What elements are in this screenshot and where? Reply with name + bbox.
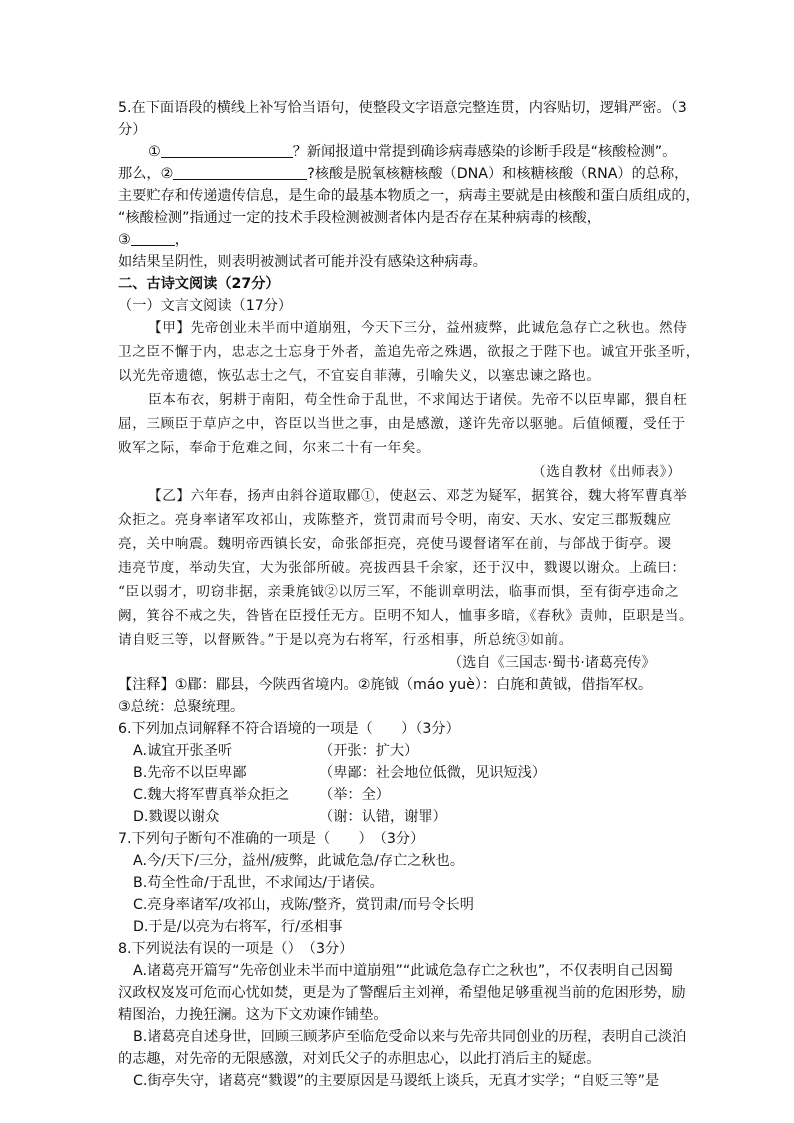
q5-line2-text: ?核酸是脱氧核糖核酸（DNA）和核糖核酸（RNA）的总称， [307,166,689,182]
answer-blank-2[interactable] [173,165,307,180]
passage-yi-line: 请自贬三等，以督厥咎。”于是以亮为右将军，行丞相事，所总统③如前。 [118,632,573,648]
q7-option-a[interactable]: A.今/天下/三分，益州/疲弊，此诚危急/存亡之秋也。 [133,853,465,869]
q5-stem-line2: 分） [118,122,147,138]
passage-yi-line: 阙，箕谷不戒之失，咎皆在臣授任无方。臣明不知人，恤事多暗，《春秋》责帅，臣职是当。 [118,608,694,624]
q5-line1 [148,141,676,163]
q5-line1-text: ？新闻报道中常提到确诊病毒感染的诊断手段是“核酸检测”。 [292,144,677,160]
q8-option-a-line: 精图治，力挽狂澜。这为下文劝谏作铺垫。 [118,1007,388,1023]
q5-line4: “核酸检测”指通过一定的技术手段检测被测者体内是否存在某种病毒的核酸， [118,210,601,226]
passage-yi-source: （选自《三国志·蜀书·诸葛亮传》 [448,655,656,671]
q8-option-b-line: 的志趣，对先帝的无限感激，对刘氏父子的赤胆忠心，以此打消后主的疑虑。 [118,1051,601,1067]
passage-yi-line: 【乙】六年春，扬声由斜谷道取郿①，使赵云、邓芝为疑军，据箕谷，魏大将军曹真举 [148,488,688,504]
q6-stem: 6.下列加点词解释不符合语境的一项是（ ）（3分） [118,721,460,737]
blank3-marker: ③ [118,232,131,248]
notes-line1: 【注释】①郿：郿县，今陕西省境内。②旄钺（máo yuè）：白旄和黄钺，借指军权。 [118,677,653,693]
q7-stem: 7.下列句子断句不准确的一项是（ ） （3分） [118,831,425,847]
passage-yi-line: 违亮节度，举动失宜，大为张郃所破。亮拔西县千余家，还于汉中，戮谡以谢众。上疏曰： [118,560,686,576]
q7-option-d[interactable]: D.于是/以亮为右将军，行/丞相事 [133,919,343,935]
q8-stem: 8.下列说法有误的一项是（） （3分） [118,941,354,957]
passage-yi-line: “臣以弱才，叨窃非据，亲秉旄钺②以厉三军，不能训章明法，临事而惧，至有街亭违命之 [118,584,680,600]
passage-jia-line: 屈，三顾臣于草庐之中，咨臣以当世之事，由是感激，遂许先帝以驱驰。后值倾覆，受任于 [118,416,686,432]
q5-line2 [118,163,688,185]
notes-line2: ③总统：总聚统理。 [118,699,245,715]
q7-option-c[interactable]: C.亮身率诸军/攻祁山，戎陈/整齐，赏罚肃/而号令长明 [133,897,474,913]
exam-page: 5.在下面语段的横线上补写恰当语句，使整段文字语意完整连贯，内容贴切，逻辑严密。（3 分） ① ？新闻报道中常提到确诊病毒感染的诊断手段是“核酸检测”。 那么，② ?核酸是脱氧核糖核酸（DNA）和核糖核酸（RNA）的总称， 主要贮存和传递遗传信息，是生命的最基本物质之一，病毒主要就是由核酸和蛋白质组成的， “核酸检测”指通过一定的技术手段检测被测者体内是否存在某种病毒的核酸， ③ ， 如结果呈阴性，则表明被测试者可能并没有感染这种病毒。 二、古诗文阅读（27分） （一）文言文阅读（17分） 【甲】先帝创业未半而中道崩殂，今天下三分，益州疲弊，此诚危急存亡之秋也。然侍 卫之臣不懈于内，忠志之士忘身于外者，盖追先帝之殊遇，欲报之于陛下也。诚宜开张圣听， 以光先帝遗德，恢弘志士之气，不宜妄自菲薄，引喻失义，以塞忠谏之路也。 臣本布衣，躬耕于南阳，苟全性命于乱世，不求闻达于诸侯。先帝不以臣卑鄙，猥自枉 屈，三顾臣于草庐之中，咨臣以当世之事，由是感激，遂许先帝以驱驰。后值倾覆，受任于 败军之际，奉命于危难之间，尔来二十有一年矣。 （选自教材《出师表》） 【乙】六年春，扬声由斜谷道取郿①，使赵云、邓芝为疑军，据箕谷，魏大将军曹真举 众拒之。亮身率诸军攻祁山，戎陈整齐，赏罚肃而号令明，南安、天水、安定三郡叛魏应 亮，关中响震。魏明帝西镇长安，命张郃拒亮，亮使马谡督诸军在前，与郃战于街亭。谡 违亮节度，举动失宜，大为张郃所破。亮拔西县千余家，还于汉中，戮谡以谢众。上疏曰： “臣以弱才，叨窃非据，亲秉旄钺②以厉三军，不能训章明法，临事而惧，至有街亭违命之 阙，箕谷不戒之失，咎皆在臣授任无方。臣明不知人，恤事多暗，《春秋》责帅，臣职是当。 请自贬三等，以督厥咎。”于是以亮为右将军，行丞相事，所总统③如前。 （选自《三国志·蜀书·诸葛亮传》 【注释】①郿：郿县，今陕西省境内。②旄钺（máo yuè）：白旄和黄钺，借指军权。 ③总统：总聚统理。 6.下列加点词解释不符合语境的一项是（ ）（3分） A.诚宜开张圣听 （开张：扩大） B.先帝不以臣卑鄙 （卑鄙：社会地位低微，见识短浅） C.魏大将军曹真举众拒之 （举：全） D.戮谡以谢众 （谢：认错，谢罪） 7.下列句子断句不准确的一项是（ ） （3分） A.今/天下/三分，益州/疲弊，此诚危急/存亡之秋也。 B.苟全性命/于乱世，不求闻达/于诸侯。 C.亮身率诸军/攻祁山，戎陈/整齐，赏罚肃/而号令长明 D.于是/以亮为右将军，行/丞相事 8.下列说法有误的一项是（） （3分） A.诸葛亮开篇写“先帝创业未半而中道崩殂”“此诚危急存亡之秋也”，不仅表明自己因蜀 汉政权岌岌可危而心忧如焚，更是为了警醒后主刘禅，希望他足够重视当前的危困形势，励 精图治，力挽狂澜。这为下文劝谏作铺垫。 B.诸葛亮自述身世，回顾三顾茅庐至临危受命以来与先帝共同创业的历程，表明自己淡泊 的志趣，对先帝的无限感激，对刘氏父子的赤胆忠心，以此打消后主的疑虑。 C.街亭失守，诸葛亮“戮谡”的主要原因是马谡纸上谈兵，无真才实学；“自贬三等”是 [0,0,794,1123]
passage-yi-line: 亮，关中响震。魏明帝西镇长安，命张郃拒亮，亮使马谡督诸军在前，与郃战于街亭。谡 [118,536,672,552]
blank2-marker: 那么，② [118,166,174,182]
passage-jia-line: 败军之际，奉命于危难之间，尔来二十有一年矣。 [118,440,431,456]
q5-line5: ③ ， [118,232,189,248]
q5-line3: 主要贮存和传递遗传信息，是生命的最基本物质之一，病毒主要就是由核酸和蛋白质组成的， [118,188,700,204]
passage-jia-source: （选自教材《出师表》） [532,464,682,480]
q5-stem-line1: 5.在下面语段的横线上补写恰当语句，使整段文字语意完整连贯，内容贴切，逻辑严密。（3 [118,100,687,116]
blank1-marker: ① [148,144,161,160]
q7-option-b[interactable]: B.苟全性命/于乱世，不求闻达/于诸侯。 [133,875,384,891]
passage-jia-line: 【甲】先帝创业未半而中道崩殂，今天下三分，益州疲弊，此诚危急存亡之秋也。然侍 [148,320,688,336]
passage-jia-line: 臣本布衣，躬耕于南阳，苟全性命于乱世，不求闻达于诸侯。先帝不以臣卑鄙，猥自枉 [148,392,688,408]
q5-line6: 如结果呈阴性，则表明被测试者可能并没有感染这种病毒。 [118,254,487,270]
passage-yi-line: 众拒之。亮身率诸军攻祁山，戎陈整齐，赏罚肃而号令明，南安、天水、安定三郡叛魏应 [118,512,672,528]
subsection-title: （一）文言文阅读（17分） [118,298,293,314]
section-title: 二、古诗文阅读（27分） [118,276,280,292]
q8-option-a-line[interactable]: A.诸葛亮开篇写“先帝创业未半而中道崩殂”“此诚危急存亡之秋也”，不仅表明自己因蜀 [133,963,673,979]
answer-blank-3[interactable] [131,231,175,246]
q8-option-c-line[interactable]: C.街亭失守，诸葛亮“戮谡”的主要原因是马谡纸上谈兵，无真才实学；“自贬三等”是 [133,1073,660,1089]
q8-option-a-line: 汉政权岌岌可危而心忧如焚，更是为了警醒后主刘禅，希望他足够重视当前的危困形势，励 [118,985,686,1001]
answer-blank-1[interactable] [161,143,293,158]
passage-jia-line: 以光先帝遗德，恢弘志士之气，不宜妄自菲薄，引喻失义，以塞忠谏之路也。 [118,368,601,384]
passage-jia-line: 卫之臣不懈于内，忠志之士忘身于外者，盖追先帝之殊遇，欲报之于陛下也。诚宜开张圣听， [118,344,700,360]
q8-option-b-line[interactable]: B.诸葛亮自述身世，回顾三顾茅庐至临危受命以来与先帝共同创业的历程，表明自己淡泊 [133,1029,687,1045]
